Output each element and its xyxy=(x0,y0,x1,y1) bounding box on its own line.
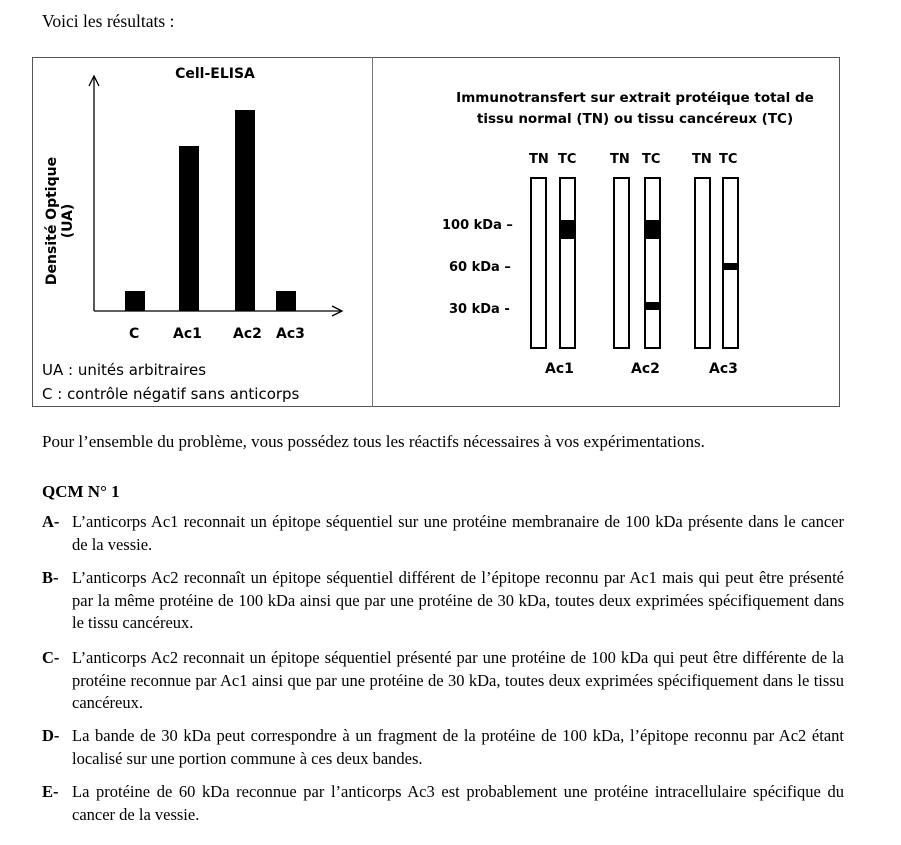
option-text: La protéine de 60 kDa reconnue par l’anticorps Ac3 est probablement une protéine intracellulaire spécifique du cancer de la vessie. xyxy=(72,782,844,824)
option-letter: A- xyxy=(42,512,60,531)
elisa-bar-ac1 xyxy=(179,146,199,311)
western-title-line-2: tissu normal (TN) ou tissu cancéreux (TC) xyxy=(476,111,794,127)
band-ac2-tc-30kda xyxy=(646,302,659,310)
elisa-axes xyxy=(30,55,370,325)
mw-marker-100: 100 kDa – xyxy=(442,218,513,233)
option-text: L’anticorps Ac2 reconnaît un épitope séquentiel différent de l’épitope reconnu par Ac1 mais qui peut être présenté par la même protéine de 100 kDa ainsi que par une protéine de 30 kDa, toutes deux exprimées spécifiquement dans le tissu cancéreux. xyxy=(72,568,844,632)
lane-ac2-tc xyxy=(644,177,661,349)
figure-divider xyxy=(372,57,373,407)
option-letter: B- xyxy=(42,568,59,587)
elisa-category-label: Ac3 xyxy=(276,326,305,342)
antibody-label-ac1: Ac1 xyxy=(545,361,574,377)
elisa-category-label: Ac1 xyxy=(173,326,202,342)
band-ac1-tc-100kda xyxy=(561,220,574,239)
lane-header-tn: TN xyxy=(692,152,712,167)
instructions-paragraph: Pour l’ensemble du problème, vous possédez tous les réactifs nécessaires à vos expérimentations. xyxy=(42,432,705,451)
lane-ac1-tn xyxy=(530,177,547,349)
lane-header-tc: TC xyxy=(719,152,738,167)
antibody-label-ac2: Ac2 xyxy=(631,361,660,377)
option-letter: E- xyxy=(42,782,59,801)
option-text: L’anticorps Ac2 reconnait un épitope séquentiel présenté par une protéine de 100 kDa qui peut être différente de la protéine reconnue par Ac1 ainsi que par une protéine de 30 kDa, toutes deux exprimées spécifiquement dans le tissu cancéreux. xyxy=(72,648,844,712)
elisa-bar-ac2 xyxy=(235,110,255,311)
lane-header-tc: TC xyxy=(642,152,661,167)
qcm-option-c[interactable] xyxy=(42,647,844,715)
lane-ac2-tn xyxy=(613,177,630,349)
qcm-title: QCM N° 1 xyxy=(42,482,120,501)
option-text: La bande de 30 kDa peut correspondre à un fragment de la protéine de 100 kDa, l’épitope reconnu par Ac2 étant localisé sur une portion commune à ces deux bandes. xyxy=(72,726,844,768)
intro-text: Voici les résultats : xyxy=(42,11,175,31)
option-text: L’anticorps Ac1 reconnait un épitope séquentiel sur une protéine membranaire de 100 kDa présente dans le cancer de la vessie. xyxy=(72,512,844,554)
mw-marker-60: 60 kDa – xyxy=(449,260,511,275)
band-ac2-tc-100kda xyxy=(646,220,659,239)
lane-header-tn: TN xyxy=(529,152,549,167)
elisa-bar-c xyxy=(125,291,145,311)
band-ac3-tc-60kda xyxy=(724,263,737,270)
qcm-option-a[interactable] xyxy=(42,511,844,556)
elisa-bar-ac3 xyxy=(276,291,296,311)
elisa-category-label: Ac2 xyxy=(233,326,262,342)
elisa-category-label: C xyxy=(129,326,140,342)
elisa-legend-ua: UA : unités arbitraires xyxy=(42,361,207,379)
lane-ac1-tc xyxy=(559,177,576,349)
mw-marker-30: 30 kDa - xyxy=(449,302,510,317)
elisa-legend-c: C : contrôle négatif sans anticorps xyxy=(42,385,300,403)
qcm-option-b[interactable] xyxy=(42,567,844,635)
western-title-line-1: Immunotransfert sur extrait protéique total de xyxy=(456,90,814,106)
option-letter: C- xyxy=(42,648,60,667)
lane-ac3-tc xyxy=(722,177,739,349)
lane-header-tn: TN xyxy=(610,152,630,167)
qcm-option-e[interactable] xyxy=(42,781,844,826)
lane-ac3-tn xyxy=(694,177,711,349)
elisa-title: Cell-ELISA xyxy=(175,66,255,82)
lane-header-tc: TC xyxy=(558,152,577,167)
qcm-option-d[interactable] xyxy=(42,725,844,770)
elisa-y-axis-label: Densité Optique (UA) xyxy=(44,156,76,286)
antibody-label-ac3: Ac3 xyxy=(709,361,738,377)
option-letter: D- xyxy=(42,726,60,745)
